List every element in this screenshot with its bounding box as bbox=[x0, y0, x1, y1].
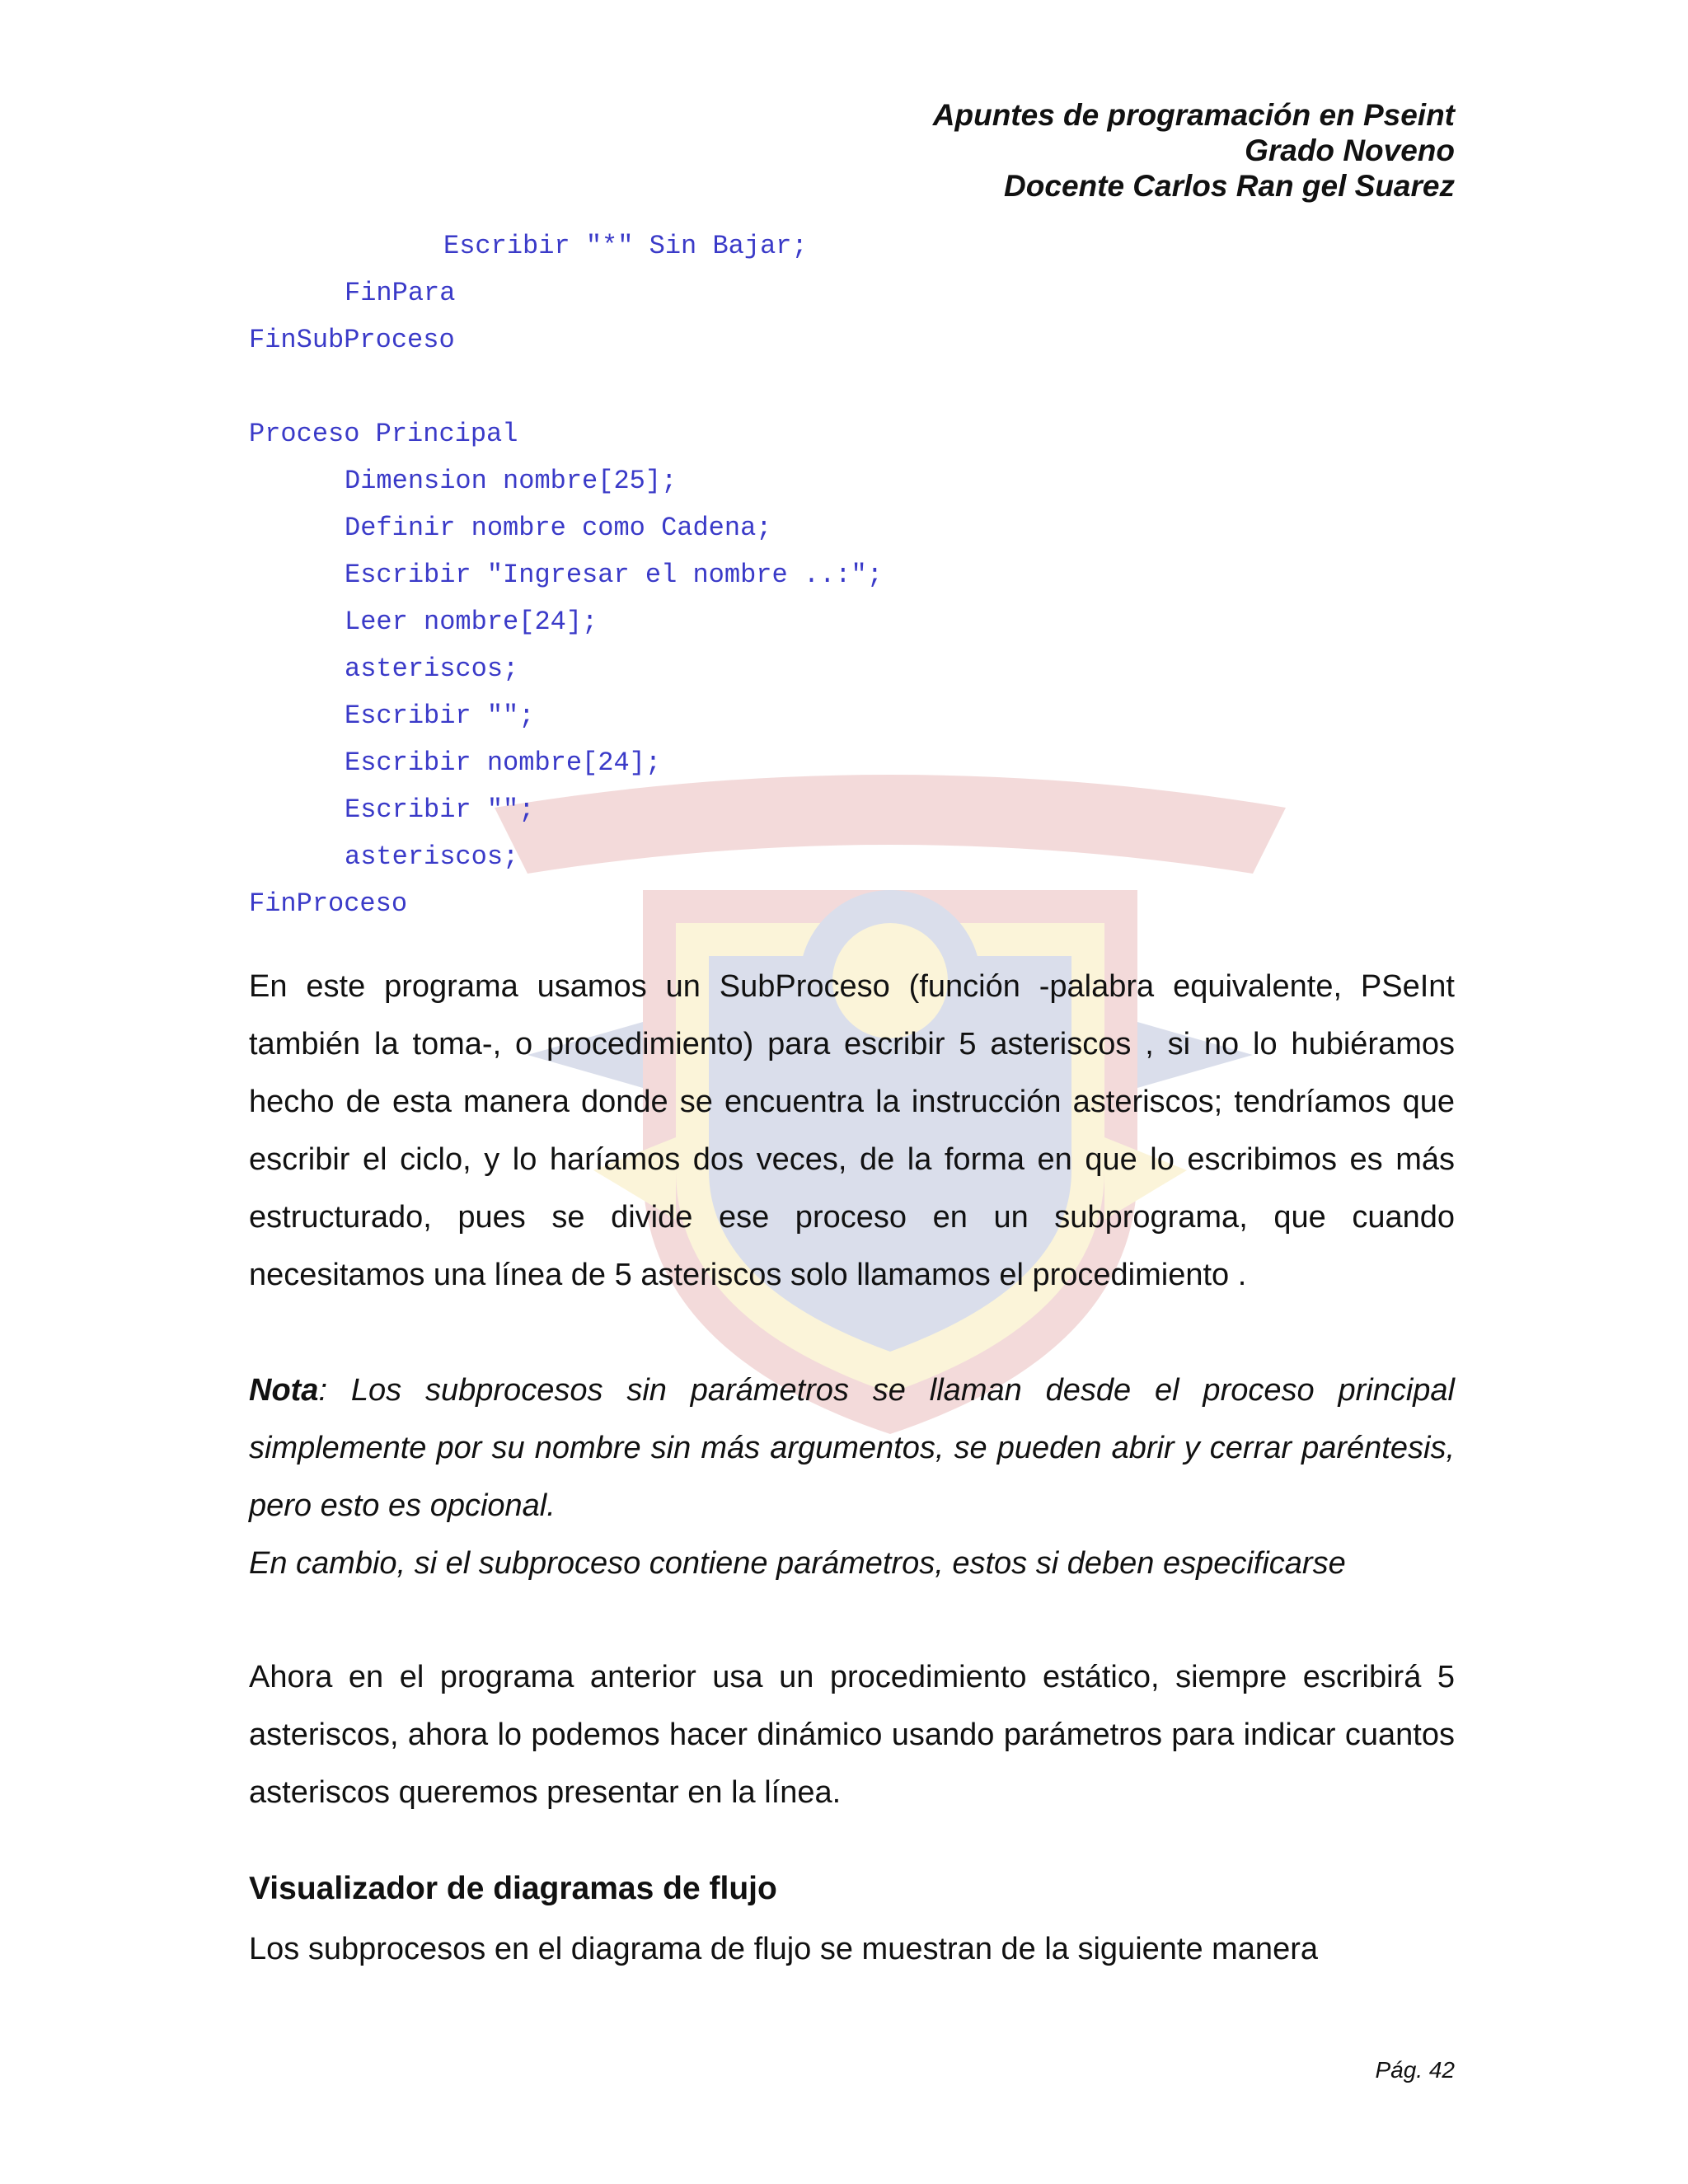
code-line: asteriscos; bbox=[345, 654, 519, 684]
code-line: FinPara bbox=[345, 278, 456, 308]
header-teacher: Docente Carlos Ran gel Suarez bbox=[1004, 169, 1455, 203]
code-line: Escribir ""; bbox=[345, 701, 535, 731]
code-line: Escribir nombre[24]; bbox=[345, 748, 662, 778]
code-line: Escribir "Ingresar el nombre ..:"; bbox=[345, 560, 883, 590]
header-grade: Grado Noveno bbox=[1245, 134, 1455, 167]
code-line: Proceso Principal bbox=[249, 419, 518, 449]
code-line: Definir nombre como Cadena; bbox=[345, 513, 772, 543]
dynamic-procedure-paragraph: Ahora en el programa anterior usa un procedimiento estático, siempre escribirá 5 asteriscos, ahora lo podemos hacer dinámico usando parámetros para indicar cuantos asteriscos queremos presentar en la línea. bbox=[249, 1660, 1455, 1810]
code-line: Escribir ""; bbox=[345, 794, 535, 825]
note-label: Nota bbox=[249, 1373, 319, 1408]
explanation-paragraph: En este programa usamos un SubProceso (función -palabra equivalente, PSeInt también la toma-, o procedimiento) para escribir 5 asteriscos , si no lo hubiéramos hecho de esta manera donde se encuentra la instrucción asteriscos; tendríamos que escribir el ciclo, y lo haríamos dos veces, de la forma en que lo escribimos es más estructurado, pues se divide ese proceso en un subprograma, que cuando necesitamos una línea de 5 asteriscos solo llamamos el procedimiento . bbox=[249, 969, 1455, 1292]
code-block bbox=[249, 223, 883, 927]
page-number: Pág. 42 bbox=[1375, 2057, 1455, 2083]
note-text: : Los subprocesos sin parámetros se llaman desde el proceso principal simplemente por su nombre sin más argumentos, se pueden abrir y cerrar paréntesis, pero esto es opcional. bbox=[249, 1373, 1455, 1523]
code-line: asteriscos; bbox=[345, 841, 519, 872]
code-line: Leer nombre[24]; bbox=[345, 607, 598, 637]
code-line: FinProceso bbox=[249, 888, 408, 919]
code-line: Escribir "*" Sin Bajar; bbox=[443, 231, 808, 261]
note-paragraph-continued: En cambio, si el subproceso contiene parámetros, estos si deben especificarse bbox=[249, 1546, 1346, 1581]
code-line: Dimension nombre[25]; bbox=[345, 466, 678, 496]
header-title: Apuntes de programación en Pseint bbox=[932, 98, 1455, 132]
code-line: FinSubProceso bbox=[249, 325, 455, 355]
document-header bbox=[933, 97, 1455, 204]
code-blank-line bbox=[249, 363, 883, 410]
flowchart-intro-paragraph: Los subprocesos en el diagrama de flujo se muestran de la siguiente manera bbox=[249, 1932, 1318, 1966]
note-paragraph bbox=[249, 1361, 1455, 1535]
section-heading: Visualizador de diagramas de flujo bbox=[249, 1871, 777, 1906]
